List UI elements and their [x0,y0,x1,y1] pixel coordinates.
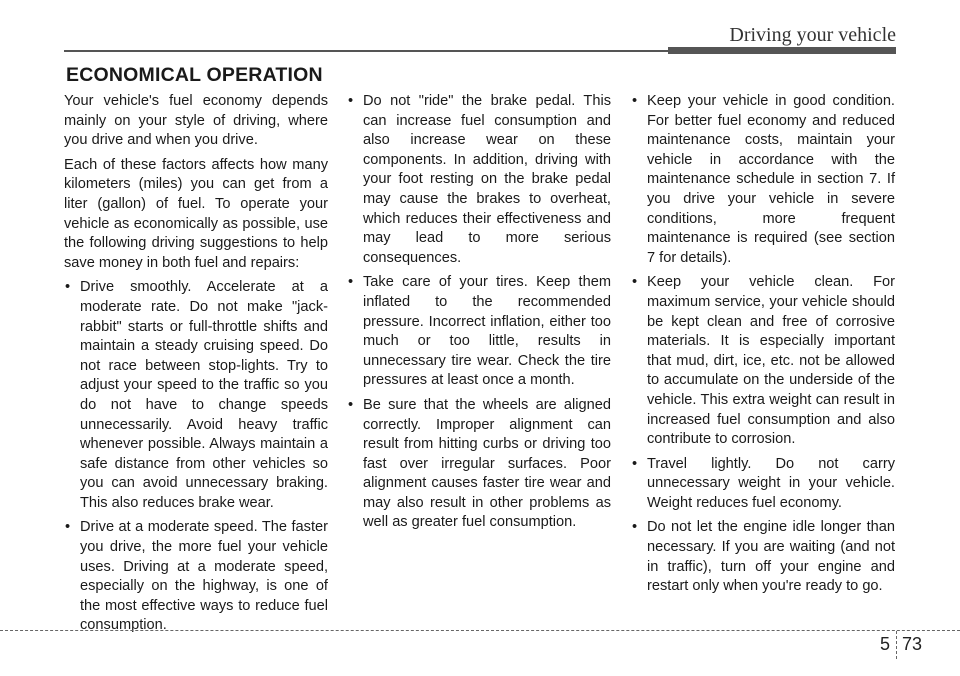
list-item: • Do not let the engine idle longer than necessary. If you are waiting (and not in traffic), turn off your engine and restart only when you're ready to go. [631,518,895,596]
list-item: • Take care of your tires. Keep them inflated to the recommended pressure. Incorrect inflation, either too much or too little, results in unnecessary tire wear. Check the tire pressures at least once a month. [347,273,611,391]
page-number-divider [896,631,897,659]
list-item: • Travel lightly. Do not carry unnecessary weight in your vehicle. Weight reduces fuel economy. [631,455,895,514]
column-3 [631,92,895,602]
list-item: • Keep your vehicle clean. For maximum service, your vehicle should be kept clean and free of corrosive materials. It is especially important that mud, dirt, ice, etc. not be allowed to accumulate on the underside of the vehicle. This extra weight can result in increased fuel consumption and also contribute to corrosion. [631,273,895,449]
tips-list [347,92,611,533]
list-item: • Keep your vehicle in good condition. For better fuel economy and reduced maintenance costs, maintain your vehicle in accordance with the maintenance schedule in section 7. If you drive your vehicle in severe conditions, more frequent maintenance is required (see section 7 for details). [631,92,895,268]
tips-list [631,92,895,597]
list-item: • Be sure that the wheels are aligned correctly. Improper alignment can result from hitting curbs or driving too fast over irregular surfaces. Poor alignment causes faster tire wear and may also result in other problems as well as greater fuel consumption. [347,396,611,533]
intro-paragraph: Your vehicle's fuel economy depends mainly on your style of driving, where you drive and when you drive. [64,93,328,149]
column-2 [347,92,611,538]
column-1 [64,92,328,641]
page-number: 73 [902,634,923,654]
section-title: ECONOMICAL OPERATION [66,64,323,86]
header-title: Driving your vehicle [729,24,896,46]
intro-paragraph: Each of these factors affects how many kilometers (miles) you can get from a liter (gallon) of fuel. To operate your vehicle as economically as possible, use the following driving suggestions to help save money in both fuel and repairs: [64,156,328,271]
tips-list [64,278,328,636]
header-rule-accent [668,47,896,54]
list-item: • Drive at a moderate speed. The faster you drive, the more fuel your vehicle uses. Driving at a moderate speed, especially on the highway, is one of the most effective ways to reduce fuel consumption. [64,518,328,636]
list-item: • Do not "ride" the brake pedal. This can increase fuel consumption and also increase wear on these components. In addition, driving with your foot resting on the brake pedal may cause the brakes to overheat, which reduces their effectiveness and may lead to more serious consequences. [347,92,611,268]
list-item: • Drive smoothly. Accelerate at a moderate rate. Do not make "jack-rabbit" starts or full-throttle shifts and maintain a steady cruising speed. Do not race between stop-lights. Try to adjust your speed to the traffic so you do not have to change speeds unnecessarily. Avoid heavy traffic whenever possible. Always maintain a safe distance from other vehicles so you can avoid unnecessary braking. This also reduces brake wear. [64,278,328,513]
section-number: 5 [880,634,891,654]
footer-rule [0,630,960,631]
header-rule [64,50,670,52]
